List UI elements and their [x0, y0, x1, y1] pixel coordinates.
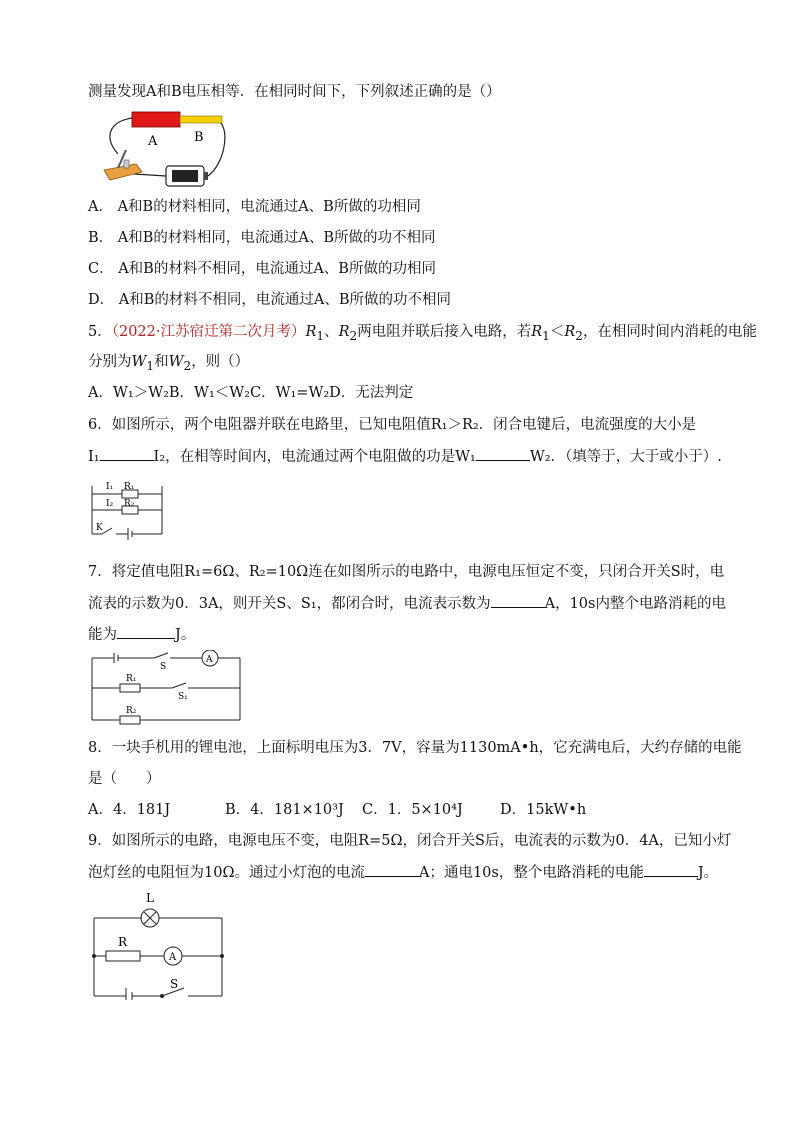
q9-blank-2[interactable] [644, 862, 698, 877]
fig-r1: R₁ [124, 482, 135, 492]
q6-blank-1[interactable] [100, 446, 154, 461]
q8-option-d: D．15kW•h [500, 802, 587, 818]
q8-stem: 8．一块手机用的锂电池，上面标明电压为3．7V，容量为1130mA•h，它充满电后，大约存储的电能 [88, 740, 742, 756]
q8-stem-line2: 是（ ） [88, 771, 161, 787]
q5-w2-sub: 2 [183, 358, 192, 373]
q6-i1: I₁ [88, 449, 100, 465]
q5-number: 5． [88, 324, 112, 340]
q7-line3-a: 能为 [88, 627, 117, 643]
q9-line2-b: A；通电10s，整个电路消耗的电能 [418, 865, 644, 881]
knife-switch [104, 164, 142, 180]
q5-stem [88, 322, 757, 346]
conductor-b [180, 116, 222, 123]
q8-option-b: B．4．181×10³J [225, 802, 344, 818]
q7-circuit-figure [88, 650, 244, 726]
q5-lt: ＜ [549, 324, 565, 340]
q6-circuit-figure [88, 478, 168, 544]
q5-and: 和 [154, 354, 169, 370]
fig-r1: R₁ [126, 674, 137, 684]
q6-line2-b: I₂，在相等时间内，电流通过两个电阻做的功是W₁ [153, 449, 476, 465]
fig-s: S [160, 662, 167, 672]
q5-options: A．W₁＞W₂B．W₁＜W₂C．W₁=W₂D．无法判定 [88, 385, 414, 401]
label-a: A [148, 134, 158, 149]
q9-circuit-figure [88, 888, 228, 1000]
q5-stem-b: 两电阻并联后接入电路，若 [357, 324, 532, 340]
q9-line2-c: J。 [697, 865, 719, 881]
q8-option-a: A．4．181J [88, 802, 171, 818]
fig-k: K [96, 523, 103, 533]
q4-option-a: A． A和B的材料相同，电流通过A、B所做的功相同 [88, 199, 421, 215]
q7-stem-line3 [88, 624, 195, 645]
q5-line2-b: ，则（） [191, 354, 250, 370]
q6-stem-line2 [88, 446, 722, 467]
q5-r2b-sub: 2 [575, 328, 583, 343]
q4-option-b: B． A和B的材料相同，电流通过A、B所做的功不相同 [88, 230, 436, 246]
q7-stem: 7．将定值电阻R₁=6Ω、R₂=10Ω连在如图所示的电路中，电源电压恒定不变，只闭合开关S时，电 [88, 564, 725, 580]
q5-r2b: R [564, 324, 576, 340]
q9-blank-1[interactable] [365, 862, 419, 877]
fig-i1: I₁ [106, 482, 114, 492]
q7-line2-b: A，10s内整个电路消耗的电 [544, 596, 726, 612]
q5-r1b-sub: 1 [542, 328, 550, 343]
fig-r2: R₂ [124, 499, 135, 509]
q5-source: （2022·江苏宿迁第二次月考） [111, 324, 306, 340]
q6-line2-c: W₂．（填等于，大于或小于）. [529, 449, 722, 465]
q5-sep: 、 [324, 324, 339, 340]
q7-stem-line2 [88, 593, 726, 614]
q7-blank-1[interactable] [491, 593, 545, 608]
fig-r: R [118, 935, 128, 949]
q7-line2-a: 流表的示数为0．3A，则开关S、S₁，都闭合时，电流表示数为 [88, 596, 491, 612]
fig-i2: I₂ [106, 499, 114, 509]
q5-w1: W [131, 354, 147, 370]
q5-w1-sub: 1 [146, 358, 155, 373]
q6-stem: 6．如图所示，两个电阻器并联在电路里，已知电阻值R₁＞R₂．闭合电键后，电流强度的大小是 [88, 417, 697, 433]
label-b: B [194, 130, 204, 145]
q4-circuit-figure [96, 108, 226, 188]
q5-stem-line2 [88, 352, 249, 376]
ammeter-icon: A [169, 952, 177, 963]
q5-r1-sub: 1 [316, 328, 325, 343]
fig-s: S [170, 977, 179, 991]
q4-stem: 测量发现A和B电压相等．在相同时间下，下列叙述正确的是（） [88, 84, 501, 100]
conductor-a [132, 112, 180, 127]
q5-w2: W [168, 354, 184, 370]
q9-stem-line2 [88, 862, 718, 883]
q5-line2-a: 分别为 [88, 354, 132, 370]
q9-line2-a: 泡灯丝的电阻恒为10Ω。通过小灯泡的电流 [88, 865, 365, 881]
fig-lamp-label: L [146, 891, 154, 905]
q5-r1: R [305, 324, 317, 340]
q7-blank-2[interactable] [117, 624, 175, 639]
q4-option-c: C． A和B的材料不相同，电流通过A、B所做的功相同 [88, 261, 436, 277]
q5-stem-c: ，在相同时间内消耗的电能 [582, 324, 757, 340]
q7-line3-b: J。 [175, 627, 196, 643]
ammeter-icon: A [206, 655, 213, 665]
q5-r1b: R [531, 324, 543, 340]
fig-s1: S₁ [178, 692, 188, 702]
q6-blank-2[interactable] [476, 446, 530, 461]
q9-stem: 9．如图所示的电路，电源电压不变，电阻R=5Ω，闭合开关S后，电流表的示数为0．4A，已知小灯 [88, 833, 732, 849]
q5-r2-sub: 2 [349, 328, 358, 343]
q5-r2: R [338, 324, 350, 340]
q4-option-d: D． A和B的材料不相同，电流通过A、B所做的功不相同 [88, 292, 451, 308]
fig-r2: R₂ [126, 706, 137, 716]
q8-option-c: C．1．5×10⁴J [362, 802, 463, 818]
